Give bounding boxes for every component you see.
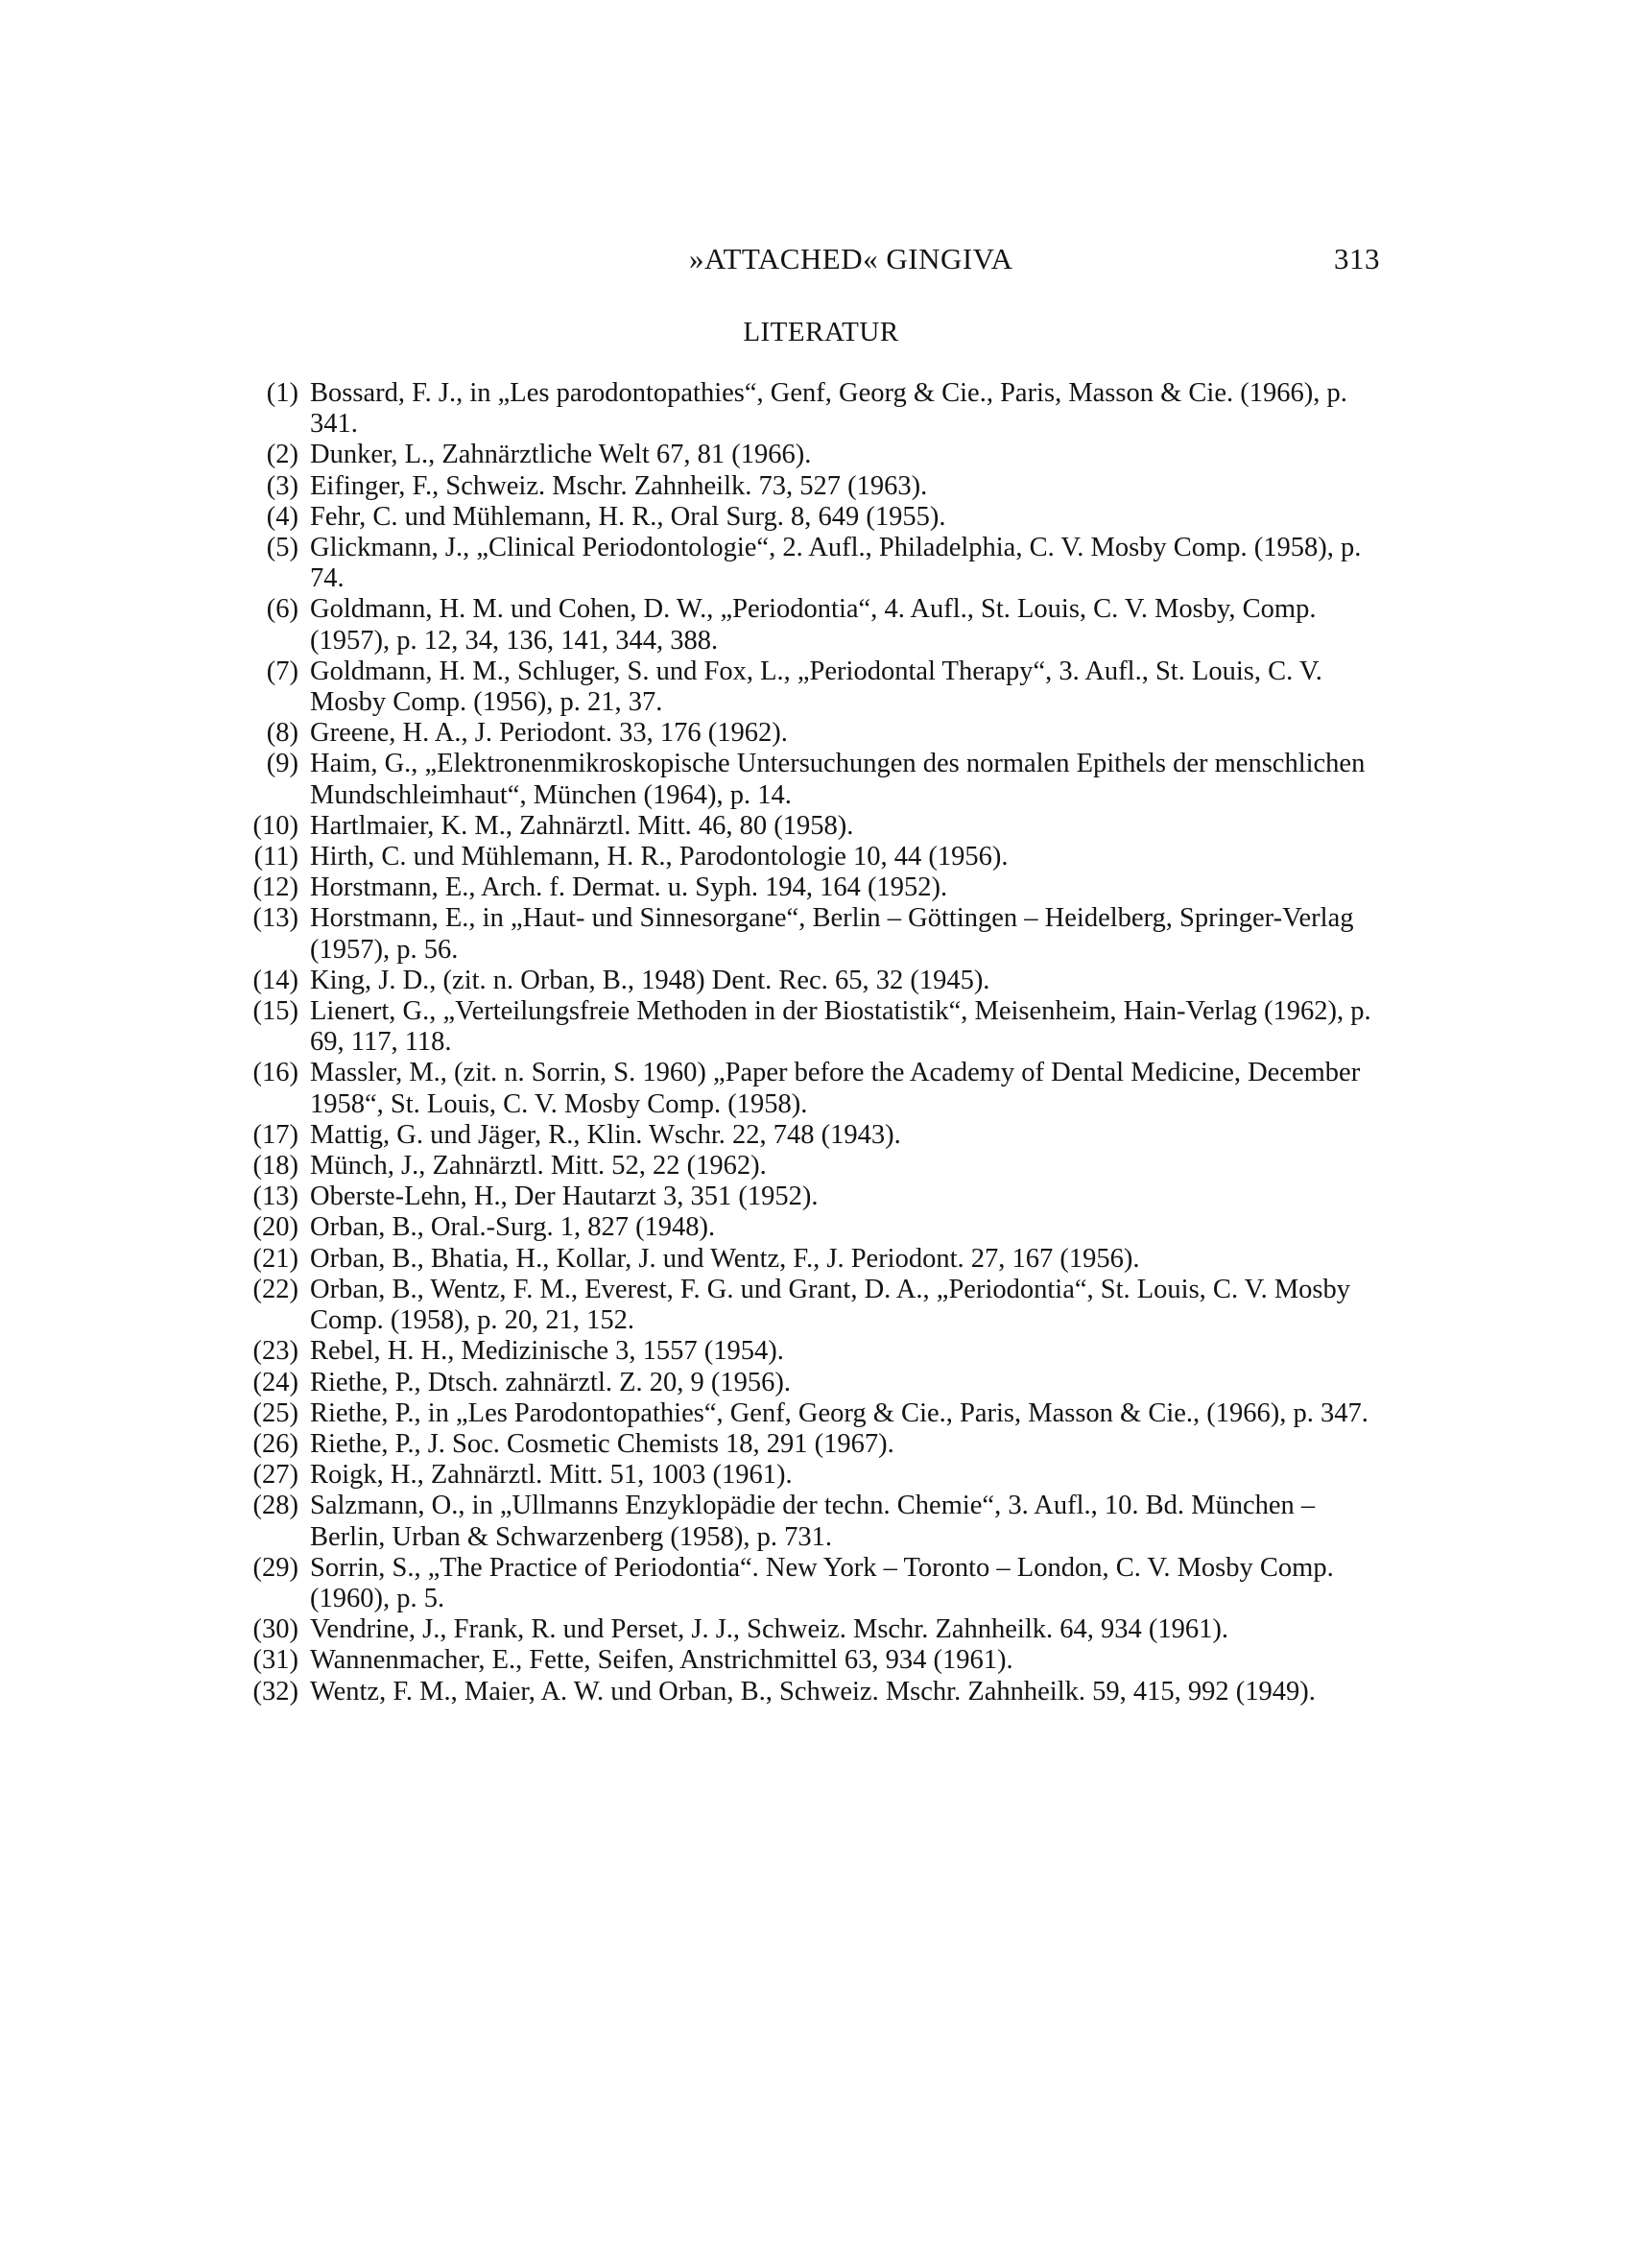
reference-text: Rebel, H. H., Medizinische 3, 1557 (1954).: [310, 1336, 784, 1367]
reference-item: [244, 1275, 1393, 1336]
reference-number: (29): [252, 1552, 298, 1583]
reference-text: Glickmann, J., „Clinical Periodontologie“, 2. Aufl., Philadelphia, C. V. Mosby Comp. (1958), p. 74.: [310, 533, 1362, 594]
reference-number: (22): [252, 1274, 298, 1304]
reference-item: [244, 1336, 1393, 1367]
reference-number: (28): [252, 1491, 298, 1521]
reference-number: (31): [252, 1645, 298, 1676]
reference-number: (24): [252, 1367, 298, 1397]
reference-item: [244, 749, 1393, 810]
reference-text: Wannenmacher, E., Fette, Seifen, Anstrichmittel 63, 934 (1961).: [310, 1645, 1013, 1676]
reference-item: [244, 1429, 1393, 1460]
reference-item: [244, 502, 1393, 533]
reference-item: [244, 1491, 1393, 1552]
reference-text: Riethe, P., in „Les Parodontopathies“, Genf, Georg & Cie., Paris, Masson & Cie., (1966), p. 347.: [310, 1397, 1368, 1428]
reference-number: (27): [252, 1460, 298, 1491]
reference-number: (15): [252, 996, 298, 1027]
reference-text: Mattig, G. und Jäger, R., Klin. Wschr. 22, 748 (1943).: [310, 1119, 901, 1150]
reference-item: [244, 1058, 1393, 1119]
reference-number: (8): [266, 718, 298, 749]
reference-number: (1): [266, 378, 298, 408]
reference-number: (17): [252, 1119, 298, 1150]
reference-text: Hartlmaier, K. M., Zahnärztl. Mitt. 46, 80 (1958).: [310, 810, 854, 841]
reference-text: Horstmann, E., Arch. f. Dermat. u. Syph. 194, 164 (1952).: [310, 872, 948, 903]
reference-number: (9): [266, 749, 298, 779]
reference-text: Eifinger, F., Schweiz. Mschr. Zahnheilk. 73, 527 (1963).: [310, 470, 928, 501]
page-number: 313: [1334, 242, 1380, 275]
reference-text: Oberste-Lehn, H., Der Hautarzt 3, 351 (1952).: [310, 1182, 819, 1212]
reference-number: (3): [266, 470, 298, 501]
reference-text: Roigk, H., Zahnärztl. Mitt. 51, 1003 (1961).: [310, 1460, 793, 1491]
reference-item: [244, 842, 1393, 872]
reference-text: Bossard, F. J., in „Les parodontopathies“, Genf, Georg & Cie., Paris, Masson & Cie. (1966), p. 341.: [310, 378, 1347, 440]
reference-item: [244, 378, 1393, 440]
reference-text: Orban, B., Oral.-Surg. 1, 827 (1948).: [310, 1212, 716, 1243]
reference-text: Vendrine, J., Frank, R. und Perset, J. J., Schweiz. Mschr. Zahnheilk. 64, 934 (1961).: [310, 1614, 1229, 1645]
reference-item: [244, 1645, 1393, 1676]
reference-number: (14): [252, 965, 298, 995]
reference-item: [244, 1151, 1393, 1182]
reference-number: (10): [252, 810, 298, 841]
reference-item: [244, 1398, 1393, 1429]
reference-number: (13): [252, 903, 298, 934]
reference-number: (26): [252, 1428, 298, 1459]
reference-text: Goldmann, H. M., Schluger, S. und Fox, L., „Periodontal Therapy“, 3. Aufl., St. Louis, C. V. Mosby Comp. (1956), p. 21, 37.: [310, 656, 1322, 718]
reference-item: [244, 440, 1393, 470]
reference-text: Haim, G., „Elektronenmikroskopische Untersuchungen des normalen Epithels der menschlichen Mundschleimhaut“, München (1964), p. 14.: [310, 749, 1366, 810]
reference-number: (21): [252, 1243, 298, 1274]
reference-number: (23): [252, 1336, 298, 1367]
reference-item: [244, 1614, 1393, 1645]
reference-item: [244, 903, 1393, 965]
reference-item: [244, 966, 1393, 996]
reference-text: Horstmann, E., in „Haut- und Sinnesorgane“, Berlin – Göttingen – Heidelberg, Springer-Verlag (1957), p. 56.: [310, 903, 1354, 965]
reference-number: (6): [266, 594, 298, 625]
reference-number: (20): [252, 1212, 298, 1243]
reference-text: Hirth, C. und Mühlemann, H. R., Parodontologie 10, 44 (1956).: [310, 842, 1009, 872]
reference-item: [244, 811, 1393, 842]
reference-item: [244, 594, 1393, 656]
reference-item: [244, 471, 1393, 502]
reference-text: Massler, M., (zit. n. Sorrin, S. 1960) „Paper before the Academy of Dental Medicine, December 1958“, St. Louis, C. V. Mosby Comp. (1958).: [310, 1058, 1361, 1119]
reference-text: Dunker, L., Zahnärztliche Welt 67, 81 (1966).: [310, 440, 812, 470]
reference-number: (7): [266, 656, 298, 686]
reference-text: Salzmann, O., in „Ullmanns Enzyklopädie der techn. Chemie“, 3. Aufl., 10. Bd. München – Berlin, Urban & Schwarzenberg (1958), p. 731.: [310, 1491, 1316, 1552]
reference-text: Orban, B., Wentz, F. M., Everest, F. G. und Grant, D. A., „Periodontia“, St. Louis, C. V. Mosby Comp. (1958), p. 20, 21, 152.: [310, 1274, 1351, 1336]
reference-item: [244, 996, 1393, 1058]
reference-text: Wentz, F. M., Maier, A. W. und Orban, B., Schweiz. Mschr. Zahnheilk. 59, 415, 992 (1949).: [310, 1676, 1316, 1707]
section-title: LITERATUR: [743, 317, 899, 347]
reference-text: Riethe, P., Dtsch. zahnärztl. Z. 20, 9 (1956).: [310, 1367, 792, 1397]
reference-number: (25): [252, 1397, 298, 1428]
reference-item: [244, 1460, 1393, 1491]
reference-item: [244, 657, 1393, 718]
reference-number: (18): [252, 1151, 298, 1182]
reference-item: [244, 1120, 1393, 1151]
reference-number: (11): [253, 842, 298, 872]
reference-item: [244, 533, 1393, 594]
reference-number: (12): [252, 872, 298, 903]
reference-number: (4): [266, 501, 298, 532]
reference-text: Lienert, G., „Verteilungsfreie Methoden in der Biostatistik“, Meisenheim, Hain-Verlag (1962), p. 69, 117, 118.: [310, 996, 1371, 1058]
reference-item: [244, 1368, 1393, 1398]
reference-item: [244, 718, 1393, 749]
reference-item: [244, 1553, 1393, 1614]
reference-number: (16): [252, 1058, 298, 1088]
reference-text: Riethe, P., J. Soc. Cosmetic Chemists 18, 291 (1967).: [310, 1428, 894, 1459]
reference-text: King, J. D., (zit. n. Orban, B., 1948) Dent. Rec. 65, 32 (1945).: [310, 965, 990, 995]
reference-text: Goldmann, H. M. und Cohen, D. W., „Periodontia“, 4. Aufl., St. Louis, C. V. Mosby, Comp. (1957), p. 12, 34, 136, 141, 344, 388.: [310, 594, 1317, 656]
reference-text: Fehr, C. und Mühlemann, H. R., Oral Surg. 8, 649 (1955).: [310, 501, 946, 532]
reference-item: [244, 872, 1393, 903]
reference-item: [244, 1182, 1393, 1212]
running-title: »ATTACHED« GINGIVA: [689, 242, 1013, 275]
reference-item: [244, 1212, 1393, 1243]
reference-number: (2): [266, 440, 298, 470]
reference-text: Sorrin, S., „The Practice of Periodontia“. New York – Toronto – London, C. V. Mosby Comp. (1960), p. 5.: [310, 1552, 1334, 1613]
reference-number: (30): [252, 1614, 298, 1645]
reference-number: (5): [266, 533, 298, 563]
reference-number: (13): [252, 1182, 298, 1212]
reference-list: [244, 378, 1393, 1707]
reference-text: Münch, J., Zahnärztl. Mitt. 52, 22 (1962).: [310, 1151, 767, 1182]
reference-item: [244, 1244, 1393, 1275]
reference-text: Greene, H. A., J. Periodont. 33, 176 (1962).: [310, 718, 788, 749]
reference-text: Orban, B., Bhatia, H., Kollar, J. und Wentz, F., J. Periodont. 27, 167 (1956).: [310, 1243, 1140, 1274]
reference-number: (32): [252, 1676, 298, 1707]
reference-item: [244, 1677, 1393, 1707]
